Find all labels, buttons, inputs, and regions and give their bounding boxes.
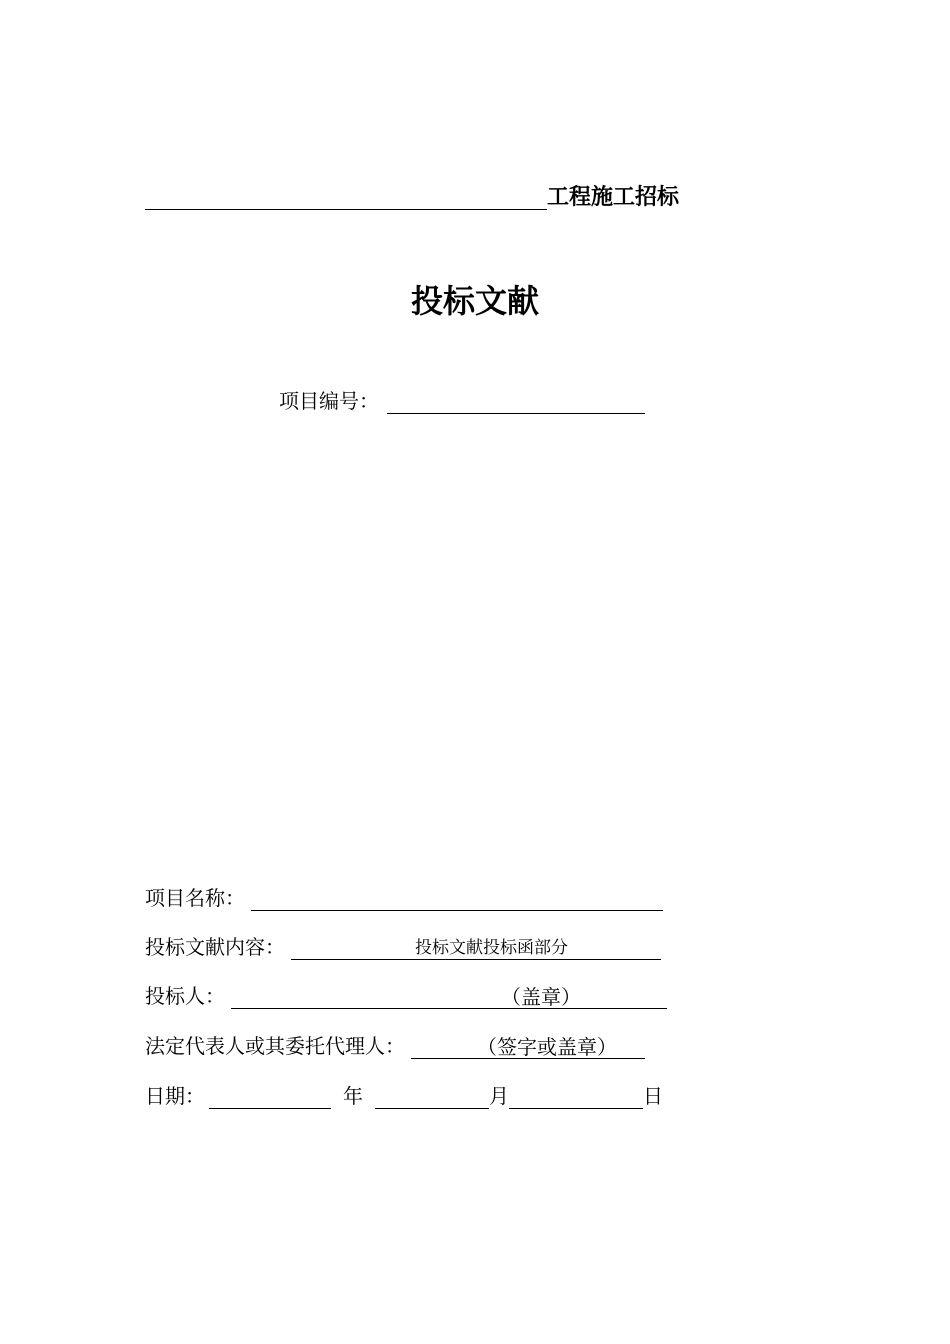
year-blank [209,1084,331,1109]
content-blank [291,935,661,960]
content-row [145,934,661,960]
representative-row [145,1033,645,1059]
project-blank [145,187,547,210]
content-label: 投标文献内容： [145,935,285,959]
bidder-note: （盖章） [501,985,581,1009]
project-name-row [145,885,663,911]
project-name-blank [251,886,663,911]
representative-note: （签字或盖章） [477,1035,617,1059]
bidder-row [145,983,667,1009]
representative-blank [411,1034,645,1059]
date-label: 日期： [145,1084,205,1108]
header-title: 工程施工招标 [547,185,680,210]
header-line [145,186,679,210]
content-value: 投标文献投标函部分 [415,938,568,958]
bidder-label: 投标人： [145,984,225,1008]
project-name-label: 项目名称： [145,886,245,910]
project-number-label: 项目编号： [279,389,379,413]
representative-label: 法定代表人或其委托代理人： [145,1034,405,1058]
day-blank [509,1084,643,1109]
project-number-row [279,388,645,414]
bidder-blank [231,984,667,1009]
month-blank [375,1084,489,1109]
month-label: 月 [489,1084,509,1108]
project-number-blank [387,389,645,414]
date-row [145,1083,663,1109]
document-title: 投标文献 [410,282,539,320]
year-label: 年 [343,1084,363,1108]
day-label: 日 [643,1084,663,1108]
